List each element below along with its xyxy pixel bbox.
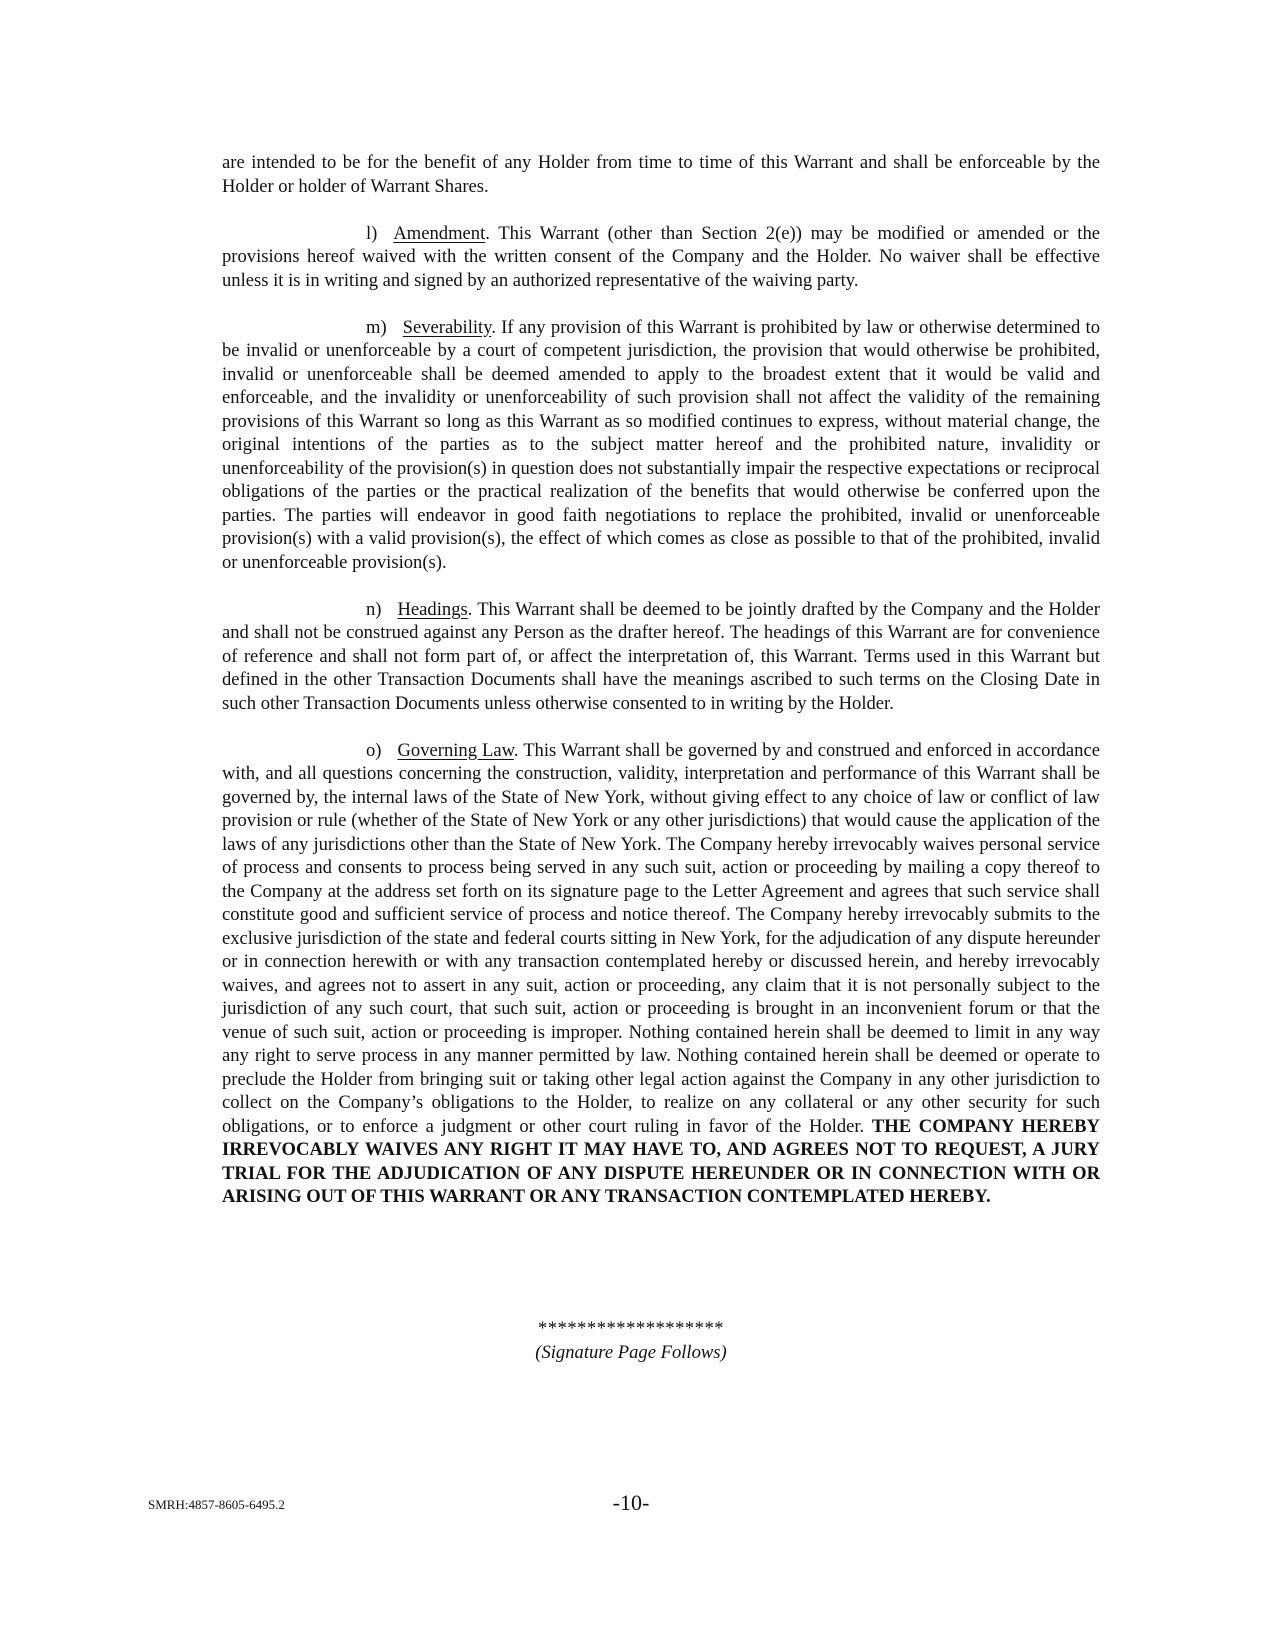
section-body: . This Warrant shall be deemed to be jointly drafted by the Company and the Holder and shall not be construed against any Person as the drafter hereof. The headings of this Warrant are for convenience of reference and shall not form part of, or affect the interpretation of, this Warrant. Terms used in this Warrant but defined in the other Transaction Documents shall have the meanings ascribed to such terms on the Closing Date in such other Transaction Documents unless otherwise consented to in writing by the Holder. [222, 598, 1100, 714]
jury-waiver-text: THE COMPANY HEREBY IRREVOCABLY WAIVES ANY RIGHT IT MAY HAVE TO, AND AGREES NOT TO REQUEST, A JURY TRIAL FOR THE ADJUDICATION OF ANY DISPUTE HEREUNDER OR IN CONNECTION WITH OR ARISING OUT OF THIS WARRANT OR ANY TRANSACTION CONTEMPLATED HEREBY. [222, 1115, 1100, 1207]
section-headings [222, 598, 1100, 716]
signature-page-note: (Signature Page Follows) [535, 1342, 727, 1363]
page-number: -10- [612, 1490, 650, 1515]
section-body: . If any provision of this Warrant is prohibited by law or otherwise determined to be invalid or unenforceable by a court of competent jurisdiction, the provision that would otherwise be prohibited, invalid or unenforceable shall be deemed amended to apply to the broadest extent that it would be valid and enforceable, and the invalidity or unenforceability of such provision shall not affect the validity of the remaining provisions of this Warrant so long as this Warrant as so modified continues to express, without material change, the original intentions of the parties as to the subject matter hereof and the prohibited nature, invalidity or unenforceability of the provision(s) in question does not substantially impair the respective expectations or reciprocal obligations of the parties or the practical realization of the benefits that would otherwise be conferred upon the parties. The parties will endeavor in good faith negotiations to replace the prohibited, invalid or unenforceable provision(s) with a valid provision(s), the effect of which comes as close as possible to that of the prohibited, invalid or unenforceable provision(s). [222, 316, 1100, 573]
section-severability [222, 316, 1100, 575]
section-marker: m) [366, 316, 387, 338]
document-id: SMRH:4857-8605-6495.2 [148, 1497, 285, 1512]
section-heading: Severability [402, 316, 492, 338]
document-body [222, 151, 1100, 1232]
section-heading: Amendment [393, 222, 486, 244]
section-governing-law [222, 739, 1100, 1209]
section-body: . This Warrant (other than Section 2(e)) may be modified or amended or the provisions hereof waived with the written consent of the Company and the Holder. No waiver shall be effective unless it is in writing and signed by an authorized representative of the waiving party. [222, 222, 1100, 291]
separator-stars: ******************* [537, 1318, 725, 1339]
intro-paragraph: are intended to be for the benefit of any Holder from time to time of this Warrant and shall be enforceable by the Holder or holder of Warrant Shares. [222, 152, 1100, 197]
section-heading: Headings [397, 598, 468, 620]
section-heading: Governing Law [397, 739, 514, 761]
section-body: . This Warrant shall be governed by and construed and enforced in accordance with, and all questions concerning the construction, validity, interpretation and performance of this Warrant shall be governed by, the internal laws of the State of New York, without giving effect to any choice of law or conflict of law provision or rule (whether of the State of New York or any other jurisdictions) that would cause the application of the laws of any jurisdictions other than the State of New York. The Company hereby irrevocably waives personal service of process and consents to process being served in any such suit, action or proceeding by mailing a copy thereof to the Company at the address set forth on its signature page to the Letter Agreement and agrees that such service shall constitute good and sufficient service of process and notice thereof. The Company hereby irrevocably submits to the exclusive jurisdiction of the state and federal courts sitting in New York, for the adjudication of any dispute hereunder or in connection herewith or with any transaction contemplated hereby or discussed herein, and hereby irrevocably waives, and agrees not to assert in any suit, action or proceeding, any claim that it is not personally subject to the jurisdiction of any such court, that such suit, action or proceeding is brought in an inconvenient forum or that the venue of such suit, action or proceeding is improper. Nothing contained herein shall be deemed to limit in any way any right to serve process in any manner permitted by law. Nothing contained herein shall be deemed or operate to preclude the Holder from bringing suit or taking other legal action against the Company in any other jurisdiction to collect on the Company’s obligations to the Holder, to realize on any collateral or any other security for such obligations, or to enforce a judgment or other court ruling in favor of the Holder. [222, 739, 1100, 1137]
section-amendment [222, 222, 1100, 293]
section-marker: n) [366, 598, 382, 620]
section-marker: l) [366, 222, 378, 244]
section-marker: o) [366, 739, 382, 761]
